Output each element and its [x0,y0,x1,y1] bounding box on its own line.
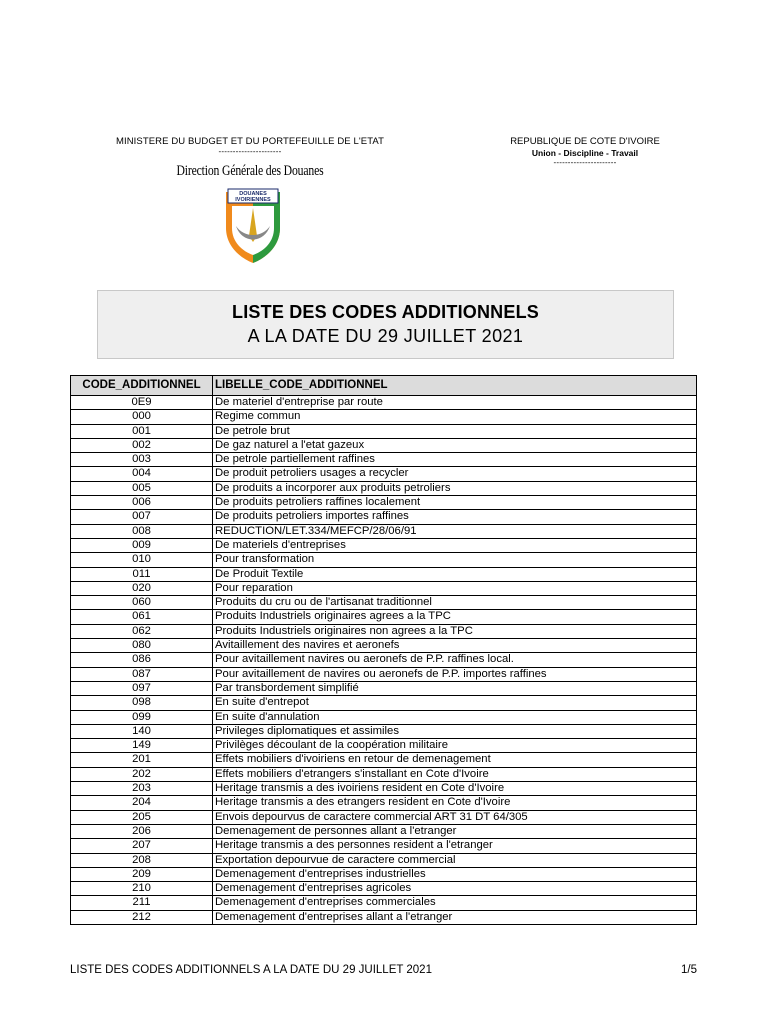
code-cell: 202 [71,767,213,781]
code-cell: 140 [71,724,213,738]
emblem-text-line1: DOUANES [239,191,267,197]
table-row [71,624,697,638]
code-cell: 020 [71,581,213,595]
code-cell: 209 [71,867,213,881]
code-cell: 211 [71,896,213,910]
code-cell: 003 [71,453,213,467]
table-row [71,710,697,724]
table-row [71,839,697,853]
table-row [71,610,697,624]
table-row [71,453,697,467]
label-cell: De produits a incorporer aux produits petroliers [213,481,697,495]
label-cell: Demenagement de personnes allant a l'etranger [213,824,697,838]
label-cell: Heritage transmis a des personnes resident a l'etranger [213,839,697,853]
code-cell: 011 [71,567,213,581]
table-row [71,567,697,581]
code-cell: 008 [71,524,213,538]
code-cell: 080 [71,639,213,653]
label-cell: Privileges diplomatiques et assimiles [213,724,697,738]
label-cell: De gaz naturel a l'etat gazeux [213,438,697,452]
code-cell: 087 [71,667,213,681]
table-row [71,538,697,552]
label-cell: Privilèges découlant de la coopération militaire [213,739,697,753]
table-row [71,510,697,524]
table-row [71,724,697,738]
label-cell: REDUCTION/LET.334/MEFCP/28/06/91 [213,524,697,538]
code-cell: 099 [71,710,213,724]
code-cell: 009 [71,538,213,552]
table-row [71,596,697,610]
label-cell: Pour avitaillement navires ou aeronefs de P.P. raffines local. [213,653,697,667]
national-motto: Union - Discipline - Travail [531,148,639,158]
label-cell: Heritage transmis a des etrangers resident en Cote d'Ivoire [213,796,697,810]
code-cell: 0E9 [71,396,213,410]
table-row [71,910,697,924]
label-cell: Effets mobiliers d'etrangers s'installant en Cote d'Ivoire [213,767,697,781]
label-cell: De petrole partiellement raffines [213,453,697,467]
label-cell: En suite d'entrepot [213,696,697,710]
label-cell: Avitaillement des navires et aeronefs [213,639,697,653]
republic-separator: ---------------------- [553,158,617,167]
table-row [71,639,697,653]
table-row [71,882,697,896]
label-cell: Par transbordement simplifié [213,681,697,695]
label-cell: Exportation depourvue de caractere commercial [213,853,697,867]
republic-header [480,136,690,168]
table-header-row [71,376,697,396]
table-row [71,496,697,510]
table-row [71,553,697,567]
republic-name: REPUBLIQUE DE COTE D'IVOIRE [510,136,660,147]
label-cell: Produits du cru ou de l'artisanat traditionnel [213,596,697,610]
ministry-name: MINISTERE DU BUDGET ET DU PORTEFEUILLE DE L'ETAT [115,136,385,147]
label-cell: Pour avitaillement de navires ou aeronefs de P.P. importes raffines [213,667,697,681]
label-cell: De materiels d'entreprises [213,538,697,552]
label-cell: Produits Industriels originaires non agrees a la TPC [213,624,697,638]
table-row [71,653,697,667]
table-row [71,782,697,796]
table-row [71,853,697,867]
label-cell: De Produit Textile [213,567,697,581]
code-cell: 004 [71,467,213,481]
code-cell: 000 [71,410,213,424]
column-header-label: LIBELLE_CODE_ADDITIONNEL [213,376,697,396]
code-cell: 207 [71,839,213,853]
table-row [71,438,697,452]
label-cell: Heritage transmis a des ivoiriens resident en Cote d'Ivoire [213,782,697,796]
label-cell: Demenagement d'entreprises agricoles [213,882,697,896]
label-cell: De produit petroliers usages a recycler [213,467,697,481]
code-cell: 210 [71,882,213,896]
code-cell: 007 [71,510,213,524]
page-number: 1/5 [681,964,697,976]
document-date: A LA DATE DU 29 JUILLET 2021 [247,326,524,346]
table-row [71,896,697,910]
code-cell: 002 [71,438,213,452]
code-cell: 097 [71,681,213,695]
table-row [71,396,697,410]
code-cell: 203 [71,782,213,796]
code-cell: 010 [71,553,213,567]
table-row [71,867,697,881]
table-row [71,739,697,753]
code-cell: 006 [71,496,213,510]
table-row [71,467,697,481]
footer-title: LISTE DES CODES ADDITIONNELS A LA DATE DU 29 JUILLET 2021 [70,964,432,976]
label-cell: Demenagement d'entreprises allant a l'etranger [213,910,697,924]
label-cell: Demenagement d'entreprises commerciales [213,896,697,910]
document-title: LISTE DES CODES ADDITIONNELS [232,302,539,322]
table-row [71,753,697,767]
label-cell: De produits petroliers raffines localement [213,496,697,510]
code-cell: 061 [71,610,213,624]
customs-emblem-logo [222,186,284,264]
table-row [71,796,697,810]
table-row [71,810,697,824]
code-cell: 206 [71,824,213,838]
ministry-separator: ---------------------- [218,147,282,156]
label-cell: De materiel d'entreprise par route [213,396,697,410]
code-cell: 098 [71,696,213,710]
code-cell: 201 [71,753,213,767]
directorate-name: Direction Générale des Douanes [176,163,324,179]
label-cell: Envois depourvus de caractere commercial ART 31 DT 64/305 [213,810,697,824]
code-cell: 204 [71,796,213,810]
code-cell: 205 [71,810,213,824]
document-title-box [97,290,674,359]
table-row [71,481,697,495]
label-cell: Pour transformation [213,553,697,567]
table-row [71,667,697,681]
table-body [71,396,697,925]
label-cell: Effets mobiliers d'ivoiriens en retour de demenagement [213,753,697,767]
code-cell: 212 [71,910,213,924]
code-cell: 005 [71,481,213,495]
table-row [71,767,697,781]
label-cell: En suite d'annulation [213,710,697,724]
label-cell: Pour reparation [213,581,697,595]
label-cell: De petrole brut [213,424,697,438]
ministry-header [100,136,400,157]
code-cell: 062 [71,624,213,638]
code-cell: 208 [71,853,213,867]
table-row [71,824,697,838]
emblem-text-line2: IVOIRIENNES [235,197,271,203]
code-cell: 086 [71,653,213,667]
table-row [71,524,697,538]
label-cell: Regime commun [213,410,697,424]
column-header-code: CODE_ADDITIONNEL [71,376,213,396]
table-row [71,424,697,438]
table-row [71,581,697,595]
table-row [71,681,697,695]
label-cell: De produits petroliers importes raffines [213,510,697,524]
code-cell: 149 [71,739,213,753]
code-cell: 060 [71,596,213,610]
codes-table [70,375,697,925]
table-row [71,696,697,710]
label-cell: Produits Industriels originaires agrees a la TPC [213,610,697,624]
code-cell: 001 [71,424,213,438]
table-row [71,410,697,424]
label-cell: Demenagement d'entreprises industrielles [213,867,697,881]
